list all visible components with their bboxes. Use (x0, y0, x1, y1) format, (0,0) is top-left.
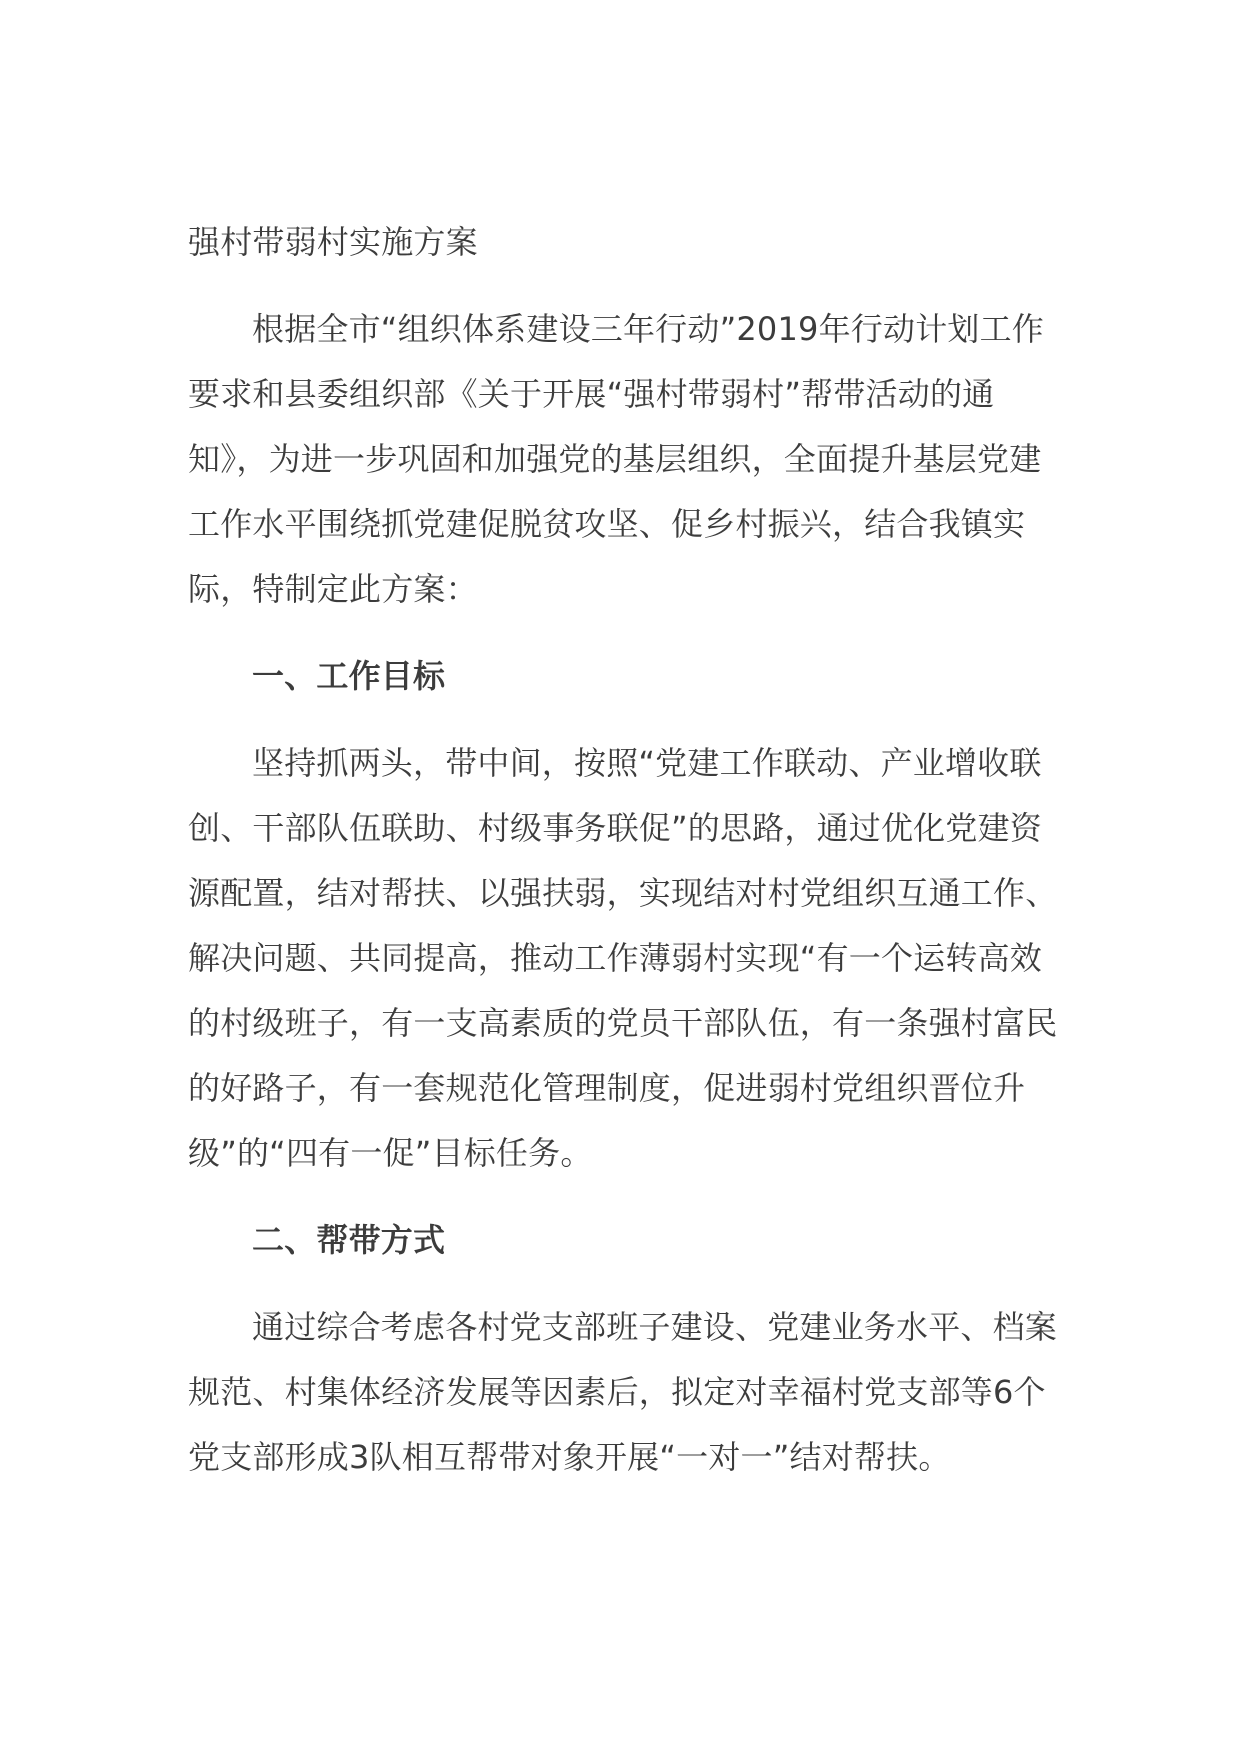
document-body (188, 210, 1058, 1512)
intro-paragraph: 根据全市“组织体系建设三年行动”2019年行动计划工作要求和县委组织部《关于开展“强村带弱村”帮带活动的通知》，为进一步巩固和加强党的基层组织，全面提升基层党建工作水平围绕抓党建促脱贫攻坚、促乡村振兴，结合我镇实际，特制定此方案： (188, 310, 1044, 608)
assistance-method-paragraph: 通过综合考虑各村党支部班子建设、党建业务水平、档案规范、村集体经济发展等因素后，拟定对幸福村党支部等6个党支部形成3队相互帮带对象开展“一对一”结对帮扶。 (188, 1308, 1058, 1476)
section-heading-assistance-method: 二、帮带方式 (252, 1221, 446, 1259)
document-title: 强村带弱村实施方案 (188, 223, 478, 261)
section-heading-work-goals: 一、工作目标 (252, 657, 446, 695)
work-goals-paragraph: 坚持抓两头，带中间，按照“党建工作联动、产业增收联创、干部队伍联助、村级事务联促”的思路，通过优化党建资源配置，结对帮扶、以强扶弱，实现结对村党组织互通工作、解决问题、共同提高，推动工作薄弱村实现“有一个运转高效的村级班子，有一支高素质的党员干部队伍，有一条强村富民的好路子，有一套规范化管理制度，促进弱村党组织晋位升级”的“四有一促”目标任务。 (188, 744, 1058, 1172)
